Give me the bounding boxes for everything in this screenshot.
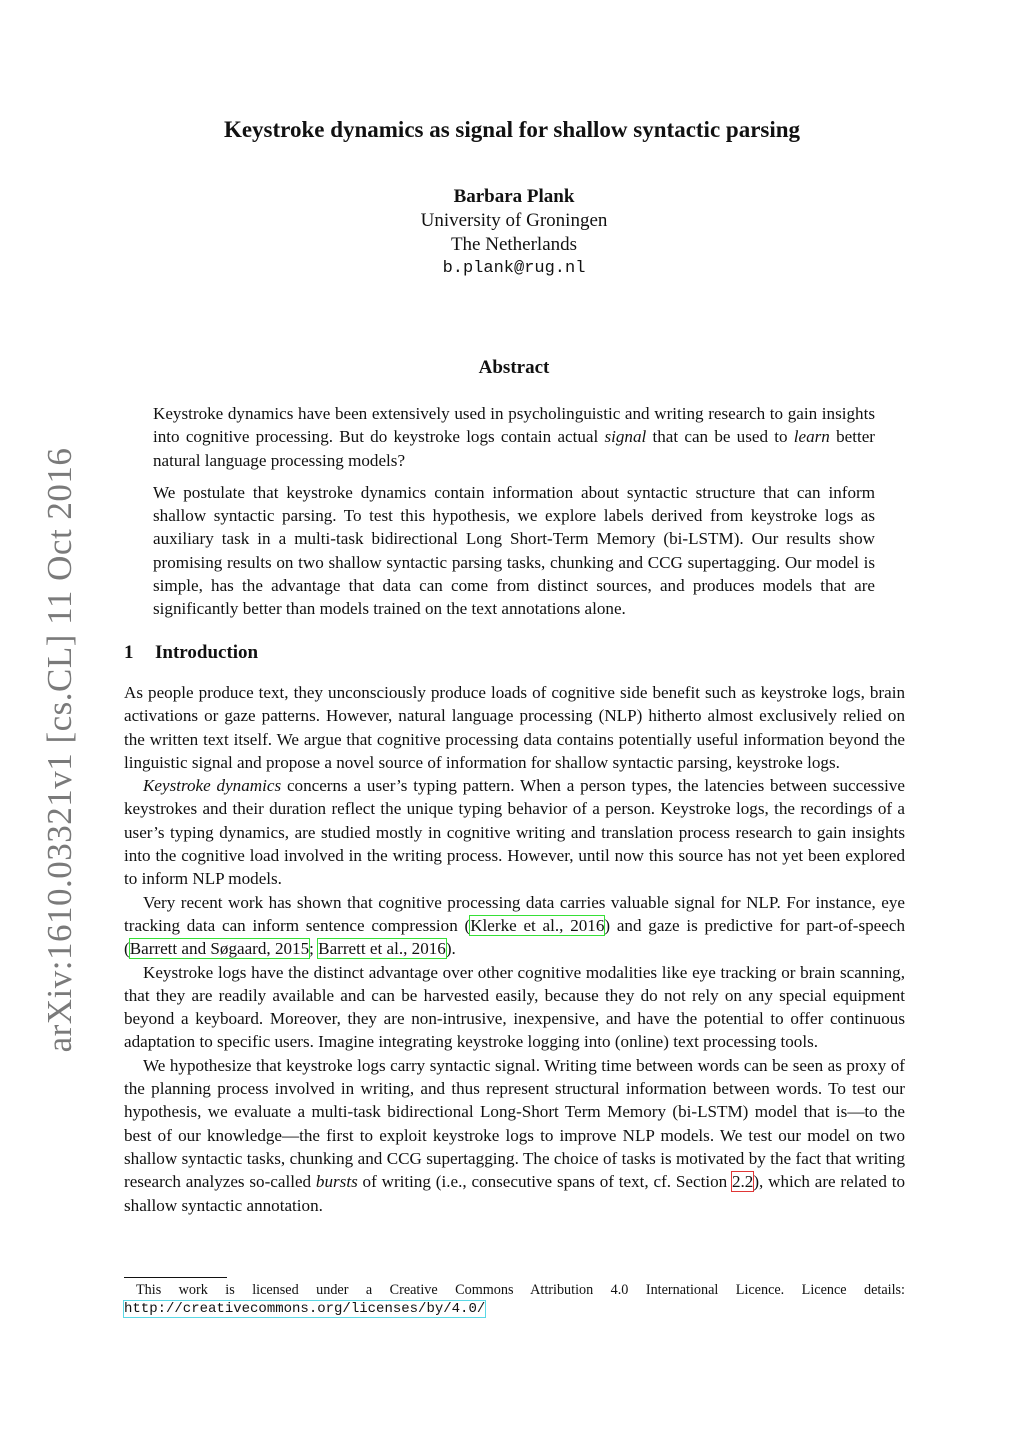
- body-text: ) and gaze is predictive for part-of-speech (: [124, 915, 905, 959]
- body-paragraph-1: As people produce text, they unconsciously produce loads of cognitive side benefit such as keystroke logs, brain activations or gaze patterns. However, natural language processing (NLP) hitherto almost exclusively relied on the written text itself. We argue that cognitive processing data contains potentially useful information beyond the linguistic signal and propose a novel source of information for shallow syntactic parsing, keystroke logs.: [124, 683, 905, 772]
- citation-link[interactable]: Klerke et al., 2016: [470, 915, 605, 935]
- author-affiliation: University of Groningen: [420, 210, 608, 231]
- abstract-emphasis: signal: [604, 427, 647, 447]
- body-text: ).: [445, 939, 456, 959]
- author-name: Barbara Plank: [453, 186, 575, 207]
- section-heading: [124, 642, 258, 664]
- citation-link[interactable]: Barrett et al., 2016: [318, 939, 446, 959]
- body-emphasis: bursts: [315, 1172, 358, 1192]
- body-paragraph-5: [124, 1054, 905, 1217]
- citation-link[interactable]: Barrett and Søgaard, 2015: [129, 939, 310, 959]
- abstract-paragraph-1: [153, 402, 875, 472]
- author-country: The Netherlands: [450, 234, 578, 255]
- body-text: We hypothesize that keystroke logs carry syntactic signal. Writing time between words can be seen as proxy of the planning process involved in writing, and thus represent structural information between words. To test our hypothesis, we evaluate a multi-task bidirectional Long-Short Term Memory (bi-LSTM) model that is—to the best of our knowledge—the first to exploit keystroke logs to improve NLP models. We test our model on two shallow syntactic tasks, chunking and CCG supertagging. The choice of tasks is motivated by the fact that writing research analyzes so-called: [124, 1055, 905, 1192]
- section-title: Introduction: [155, 642, 259, 663]
- section-body: [124, 681, 905, 1217]
- arxiv-identifier: [30, 447, 90, 1053]
- footnote-divider: [124, 1277, 227, 1278]
- abstract-emphasis: learn: [793, 427, 830, 447]
- license-url-link[interactable]: http://creativecommons.org/licenses/by/4.0/: [124, 1301, 486, 1317]
- abstract-text: Keystroke dynamics have been extensively used in psycholinguistic and writing research to gain insights into cognitive processing. But do keystroke logs contain actual: [153, 404, 875, 447]
- body-text: ), which are related to shallow syntactic annotation.: [124, 1172, 906, 1215]
- body-text: ;: [309, 939, 319, 959]
- body-paragraph-2: [124, 774, 905, 890]
- body-paragraph-4: Keystroke logs have the distinct advantage over other cognitive modalities like eye tracking or brain scanning, that they are readily available and can be harvested easily, because they do not rely on any special equipment beyond a keyboard. Moreover, they are non-intrusive, inexpensive, and have the potential to offer continuous adaptation to specific users. Imagine integrating keystroke logging into (online) text processing tools.: [124, 962, 905, 1052]
- body-emphasis: Keystroke dynamics: [143, 776, 282, 796]
- arxiv-id-text: arXiv:1610.03321v1 [cs.CL] 11 Oct 2016: [40, 447, 79, 1053]
- abstract-text: that can be used to: [646, 427, 794, 447]
- body-text: of writing (i.e., consecutive spans of text, cf. Section: [357, 1172, 732, 1192]
- paper-title: Keystroke dynamics as signal for shallow syntactic parsing: [223, 117, 801, 142]
- body-paragraph-3: [124, 891, 905, 961]
- abstract-paragraph-2: We postulate that keystroke dynamics contain information about syntactic structure that can inform shallow syntactic parsing. To test this hypothesis, we explore labels derived from keystroke logs as auxiliary task in a multi-task bidirectional Long Short-Term Memory (bi-LSTM). Our results show promising results on two shallow syntactic parsing tasks, chunking and CCG supertagging. Our model is simple, has the advantage that data can come from distinct sources, and produces models that are significantly better than models trained on the text annotations alone.: [153, 482, 875, 619]
- abstract-body: [153, 402, 875, 630]
- abstract-heading: Abstract: [478, 357, 550, 378]
- author-email[interactable]: b.plank@rug.nl: [442, 259, 586, 278]
- author-block: [0, 185, 1024, 281]
- footnote: [124, 1281, 905, 1318]
- body-text: Very recent work has shown that cognitive processing data carries valuable signal for NLP. For instance, eye tracking data can inform sentence compression (: [124, 892, 905, 935]
- body-text: concerns a user’s typing pattern. When a person types, the latencies between successive keystrokes and their duration reflect the unique typing behavior of a person. Keystroke logs, the recordings of a user’s typing dynamics, are studied mostly in cognitive writing and translation process research to gain insights into the cognitive load involved in the writing process. However, until now this source has not yet been explored to inform NLP models.: [124, 776, 905, 889]
- section-number: 1: [124, 642, 134, 663]
- footnote-text: This work is licensed under a Creative Commons Attribution 4.0 International Licence. Licence details:: [136, 1282, 905, 1298]
- abstract-text: better natural language processing models?: [153, 427, 875, 470]
- section-reference-link[interactable]: 2.2: [731, 1172, 754, 1192]
